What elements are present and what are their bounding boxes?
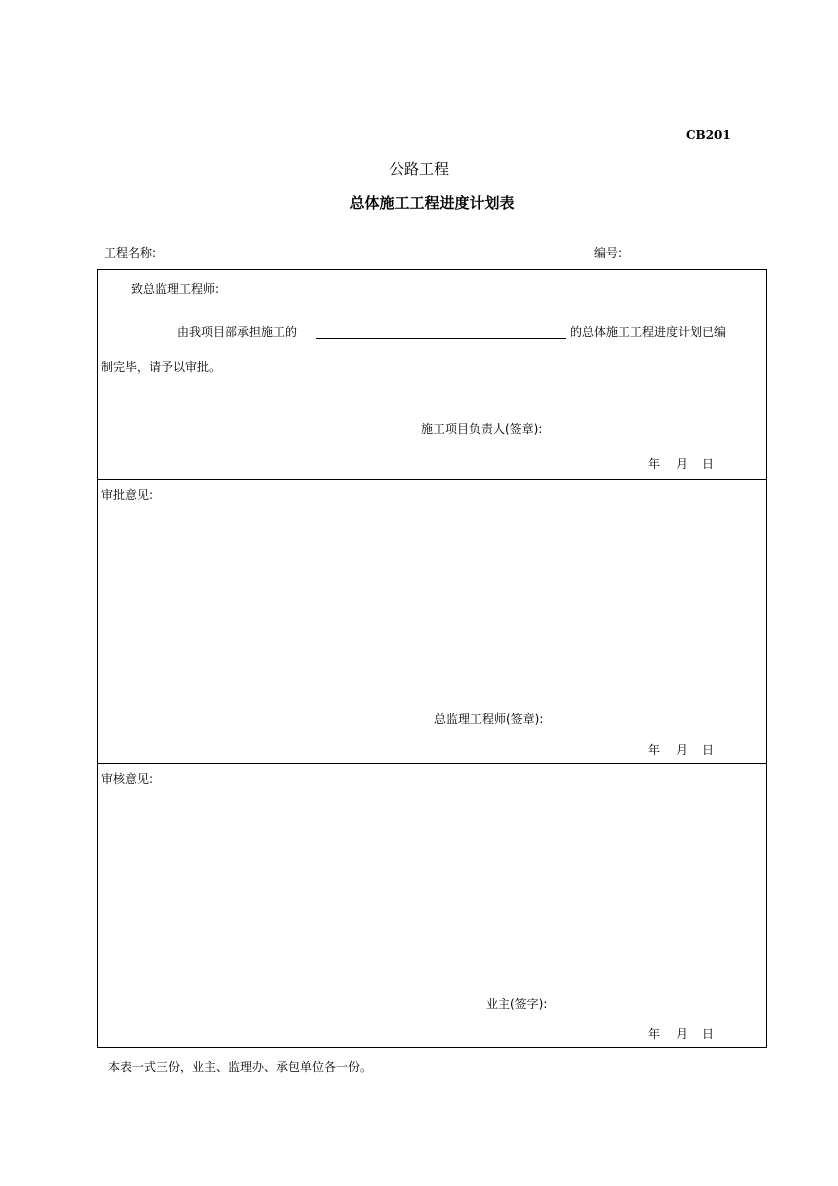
section-divider <box>97 479 767 480</box>
addressee-text: 致总监理工程师: <box>131 282 220 296</box>
section-divider <box>97 763 767 764</box>
date-year-label: 年 <box>648 743 661 757</box>
date-month-label: 月 <box>676 743 689 757</box>
date-month-label: 月 <box>676 457 689 471</box>
approval-opinion-label: 审批意见: <box>101 488 154 502</box>
form-table <box>97 269 767 1048</box>
project-blank-underline <box>316 338 566 339</box>
date-day-label: 日 <box>702 743 715 757</box>
date-day-label: 日 <box>702 457 715 471</box>
date-month-label: 月 <box>676 1027 689 1041</box>
chief-engineer-signature-label: 总监理工程师(签章): <box>434 712 544 726</box>
review-opinion-label: 审核意见: <box>101 772 154 786</box>
serial-number-label: 编号: <box>594 246 623 260</box>
application-body-continuation: 制完毕，请予以审批。 <box>101 360 222 374</box>
application-body-suffix: 的总体施工工程进度计划已编 <box>570 325 727 339</box>
contractor-signature-label: 施工项目负责人(签章): <box>421 422 543 436</box>
form-code: CB201 <box>686 128 731 142</box>
project-name-label: 工程名称: <box>104 246 157 260</box>
footnote: 本表一式三份，业主、监理办、承包单位各一份。 <box>108 1060 373 1074</box>
document-subtitle: 公路工程 <box>388 160 449 178</box>
owner-signature-label: 业主(签字): <box>486 997 548 1011</box>
date-year-label: 年 <box>648 1027 661 1041</box>
date-day-label: 日 <box>702 1027 715 1041</box>
date-year-label: 年 <box>648 457 661 471</box>
application-body-prefix: 由我项目部承担施工的 <box>177 325 298 339</box>
document-title: 总体施工工程进度计划表 <box>349 194 515 212</box>
